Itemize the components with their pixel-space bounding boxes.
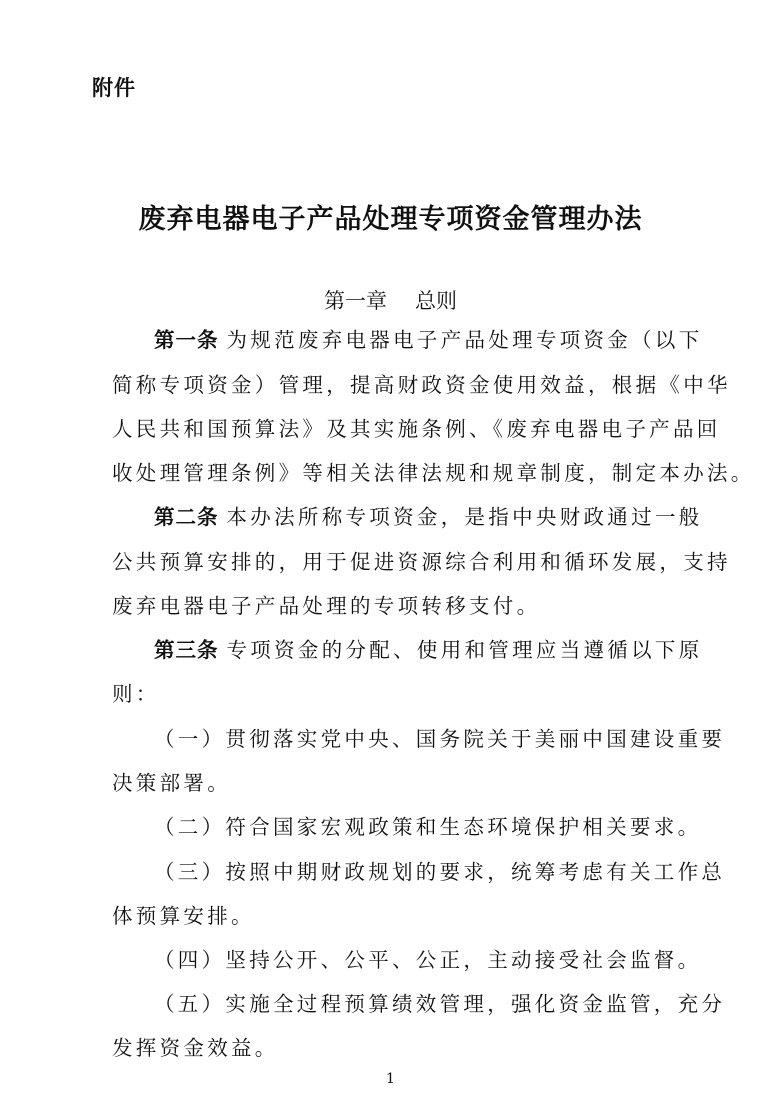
article-3-line-1 xyxy=(154,636,703,664)
article-1-line-4: 收处理管理条例》等相关法律法规和规章制度，制定本办法。 xyxy=(112,461,755,485)
article-1-line-1 xyxy=(154,326,703,354)
article-3-label: 第三条 xyxy=(154,638,219,662)
principle-5-line-1: （五）实施全过程预算绩效管理，强化资金监管，充分 xyxy=(154,992,726,1016)
article-1-line-3: 人民共和国预算法》及其实施条例、《废弃电器电子产品回 xyxy=(112,417,721,441)
chapter-heading xyxy=(0,285,781,315)
page-number: 1 xyxy=(386,1071,395,1087)
attachment-label: 附件 xyxy=(92,76,136,100)
document-title: 废弃电器电子产品处理专项资金管理办法 xyxy=(138,204,643,235)
article-2-label: 第二条 xyxy=(154,505,219,529)
article-3-line-2: 则： xyxy=(112,682,160,706)
principle-5-line-2: 发挥资金效益。 xyxy=(112,1036,279,1060)
article-2-line-2: 公共预算安排的，用于促进资源综合利用和循环发展，支持 xyxy=(112,550,731,574)
principle-3-line-2: 体预算安排。 xyxy=(112,904,255,928)
chapter-number: 第一章 xyxy=(324,289,387,313)
article-1-text: 为规范废弃电器电子产品处理专项资金（以下 xyxy=(226,328,703,352)
principle-1-line-1: （一）贯彻落实党中央、国务院关于美丽中国建设重要 xyxy=(154,727,726,751)
article-3-text: 专项资金的分配、使用和管理应当遵循以下原 xyxy=(226,638,703,662)
article-1-line-2: 简称专项资金）管理，提高财政资金使用效益，根据《中华 xyxy=(112,373,731,397)
article-2-line-3: 废弃电器电子产品处理的专项转移支付。 xyxy=(112,594,541,618)
article-1-label: 第一条 xyxy=(154,328,219,352)
article-2-line-1 xyxy=(154,503,703,531)
principle-4-line-1: （四）坚持公开、公平、公正，主动接受社会监督。 xyxy=(154,948,702,972)
principle-3-line-1: （三）按照中期财政规划的要求，统筹考虑有关工作总 xyxy=(154,860,726,884)
principle-1-line-2: 决策部署。 xyxy=(112,771,231,795)
chapter-name: 总则 xyxy=(415,289,457,313)
article-2-text: 本办法所称专项资金，是指中央财政通过一般 xyxy=(226,505,703,529)
principle-2-line-1: （二）符合国家宏观政策和生态环境保护相关要求。 xyxy=(154,815,702,839)
